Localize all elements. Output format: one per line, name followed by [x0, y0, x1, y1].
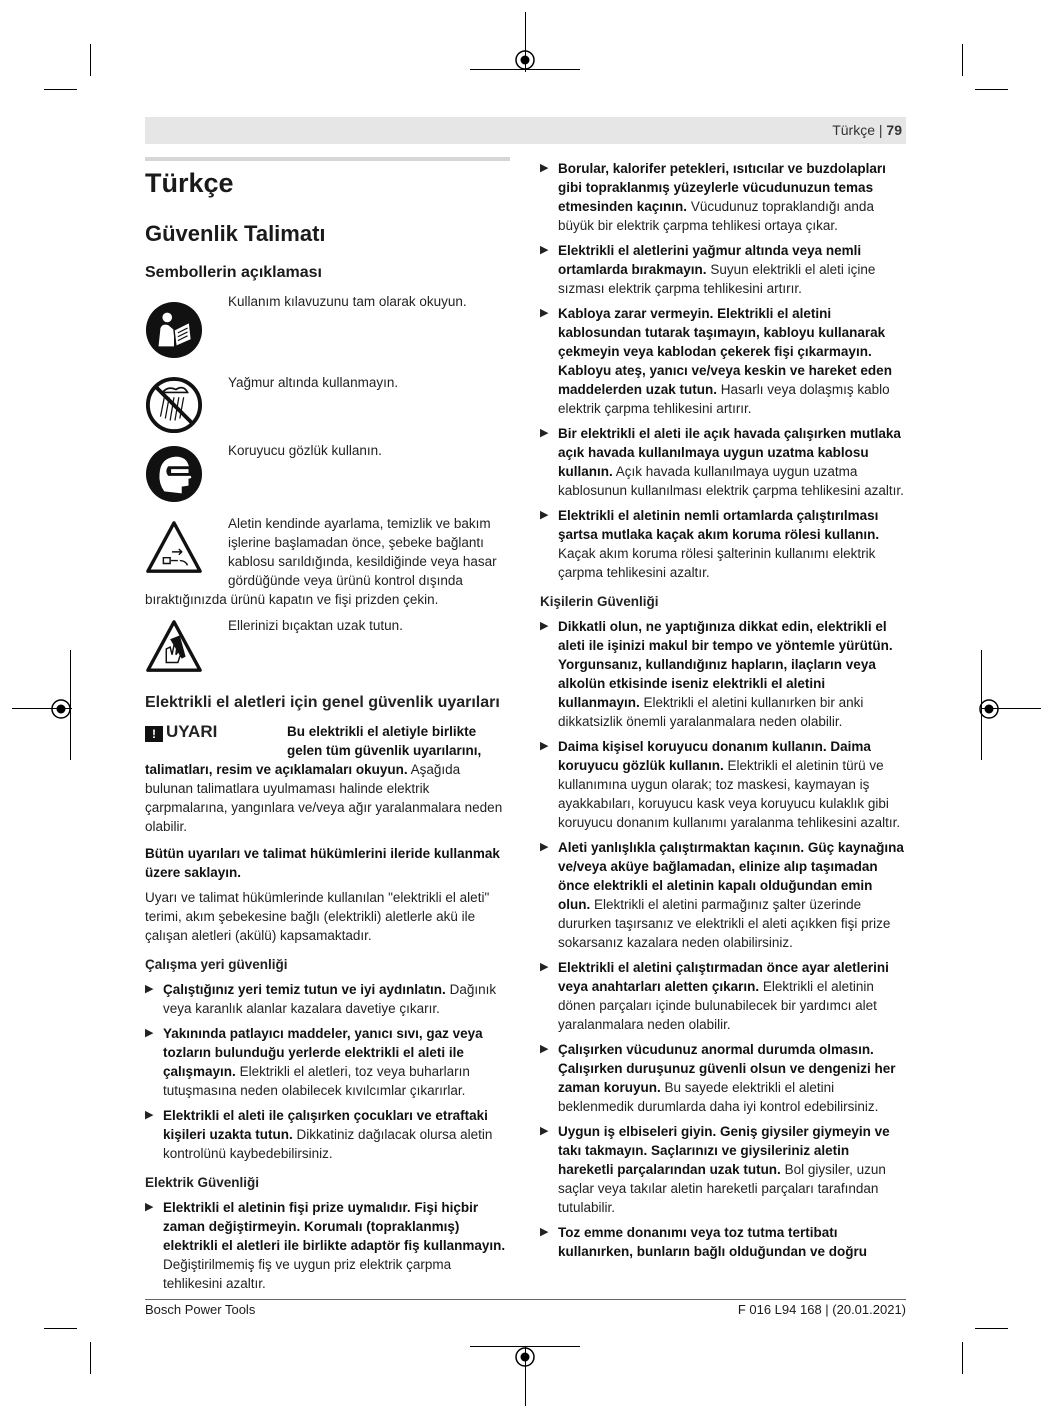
- warning-text: Aşağıda bulunan talimatlara uyulmaması halinde elektrik çarpmalarına, yangınlara ve/veya ağır yaralanmalara neden olabilir.: [145, 762, 503, 834]
- item-bold: Elektrikli el aletinin nemli ortamlarda çalıştırılması şartsa mutlaka kaçak akım koruma rölesi kullanın.: [558, 508, 880, 542]
- left-column: [145, 693, 507, 1299]
- electrical-item: [145, 1198, 507, 1293]
- workplace-item: [145, 1106, 507, 1163]
- item-text: Hasarlı veya dolaşmış kablo elektrik çarpma tehlikesini artırır.: [558, 382, 890, 416]
- electrical-item: [540, 304, 906, 418]
- item-text: Elektrikli el aletini parmağınız şalter üzerinde dururken taşırsanız ve elektrikli el aleti açıkken fişi prize sokarsanız kazalara neden olabilirsiniz.: [558, 897, 891, 950]
- symbol-description: Ellerinizi bıçaktan uzak tutun.: [228, 618, 403, 633]
- item-bold: Daima kişisel koruyucu donanım kullanın. Daima koruyucu gözlük kullanın.: [558, 739, 871, 773]
- header-bar: [145, 117, 906, 144]
- warning-triangle-icon: !: [145, 726, 163, 742]
- warning-label: [145, 722, 217, 742]
- personal-item: [540, 1122, 906, 1217]
- footer-doc-id: F 016 L94 168 | (20.01.2021): [737, 1302, 906, 1317]
- read-manual-icon: [145, 301, 203, 359]
- item-text: Değiştirilmemiş fiş ve uygun priz elektrik çarpma tehlikesini azaltır.: [163, 1257, 452, 1291]
- crop-mark: [975, 1328, 1008, 1329]
- item-bold: Uygun iş elbiseleri giyin. Geniş giysiler giymeyin ve takı takmayın. Saçlarınızı ve giysileriniz aletin hareketli parçalarından uzak tutun.: [558, 1124, 890, 1177]
- item-text: Bol giysiler, uzun saçlar veya takılar aletin hareketli parçaları tarafından tutulabilir.: [558, 1162, 886, 1215]
- no-rain-icon: [145, 376, 203, 434]
- personal-item: [540, 737, 906, 832]
- keep-instructions: Bütün uyarıları ve talimat hükümlerini ileride kullanmak üzere saklayın.: [145, 846, 500, 880]
- title-rule: [145, 157, 510, 161]
- symbol-description: Koruyucu gözlük kullanın.: [228, 443, 382, 458]
- header-language: Türkçe: [832, 122, 875, 138]
- blade-hand-warning-icon: [145, 618, 203, 676]
- item-bold: Borular, kalorifer petekleri, ısıtıcılar ve buzdolapları gibi topraklanmış yüzeylerle vücudunuzun temas etmesinden kaçının.: [558, 161, 886, 214]
- electrical-item: [540, 506, 906, 582]
- personal-item: [540, 838, 906, 952]
- personal-item: [540, 1040, 906, 1116]
- warning-label-text: UYARI: [166, 722, 218, 741]
- item-bold: Çalıştığınız yeri temiz tutun ve iyi aydınlatın.: [163, 982, 446, 997]
- item-bold: Elektrikli el aletinin fişi prize uymalıdır. Fişi hiçbir zaman değiştirmeyin. Korumalı (topraklanmış) elektrikli el aletleri ile birlikte adaptör fiş kullanmayın.: [163, 1200, 506, 1253]
- crop-mark: [90, 1342, 91, 1374]
- item-text: Açık havada kullanılmaya uygun uzatma kablosunun kullanılması elektrik çarpma tehlikesini azaltır.: [558, 464, 904, 498]
- item-bold: Bir elektrikli el aleti ile açık havada çalışırken mutlaka açık havada kullanılmaya uygun uzatma kablosu kullanın.: [558, 426, 901, 479]
- running-header: Türkçe | 79: [832, 122, 902, 138]
- symbol-description: Kullanım kılavuzunu tam olarak okuyun.: [228, 294, 467, 309]
- page-number: 79: [886, 122, 902, 138]
- personal-item: [540, 617, 906, 731]
- registration-mark-icon: [513, 1345, 537, 1369]
- item-text: Bu sayede elektrikli el aletini beklenmedik durumlarda daha iyi kontrol edebilirsiniz.: [558, 1080, 879, 1114]
- electrical-heading: Elektrik Güvenliği: [145, 1175, 260, 1190]
- crop-mark: [44, 1328, 77, 1329]
- item-bold: Toz emme donanımı veya toz tutma tertibatı kullanırken, bunların bağlı olduğundan ve doğru: [558, 1225, 868, 1259]
- crop-mark: [90, 44, 91, 76]
- crop-mark: [962, 1342, 963, 1374]
- safety-goggles-icon: [145, 445, 203, 503]
- item-bold: Elektrikli el aleti ile çalışırken çocukları ve etraftaki kişileri uzakta tutun.: [163, 1108, 488, 1142]
- item-text: Kaçak akım koruma rölesi şalterinin kullanımı elektrik çarpma tehlikesini azaltır.: [558, 546, 876, 580]
- item-text: Vücudunuz topraklandığı anda büyük bir elektrik çarpma tehlikesi ortaya çıkar.: [558, 199, 874, 233]
- symbol-description: [145, 514, 507, 609]
- registration-mark-icon: [977, 697, 1001, 721]
- personal-item: [540, 1223, 906, 1261]
- item-text: Elektrikli el aletleri, toz veya buharların tutuşmasına neden olabilecek kıvılcımlar çıkarırlar.: [163, 1064, 470, 1098]
- registration-mark-icon: [513, 48, 537, 72]
- symbols-heading: Sembollerin açıklaması: [145, 264, 322, 281]
- page-title: Türkçe: [145, 168, 234, 198]
- item-bold: Yakınında patlayıcı maddeler, yanıcı sıvı, gaz veya tozların bulunduğu yerlerde elektrikli el aleti ile çalışmayın.: [163, 1026, 483, 1079]
- item-text: Elektrikli el aletini kullanırken bir anki dikkatsizlik önemli yaralanmalara neden olabilir.: [558, 695, 864, 729]
- crop-mark: [44, 89, 77, 90]
- item-text: Elektrikli el aletinin dönen parçaları içinde bulunabilecek bir yardımcı alet yaralanmalara neden olabilir.: [558, 979, 877, 1032]
- personal-heading: Kişilerin Güvenliği: [540, 594, 659, 609]
- item-bold: Elektrikli el aletini çalıştırmadan önce ayar aletlerini veya anahtarları aletten çıkarın.: [558, 960, 889, 994]
- item-text: Suyun elektrikli el aleti içine sızması elektrik çarpma tehlikesini artırır.: [558, 262, 876, 296]
- section-title: Güvenlik Talimatı: [145, 221, 326, 246]
- workplace-item: [145, 980, 507, 1018]
- footer-rule: [145, 1299, 906, 1300]
- symbol-description-text: Aletin kendinde ayarlama, temizlik ve bakım işlerine başlamadan önce, şebeke bağlantı kablosu sarıldığında, kesildiğinde veya hasar gördüğünde veya ürünü kontrol dışında bıraktığınızda ürünü kapatın ve fişi prizden çekin.: [145, 516, 497, 607]
- registration-mark-icon: [49, 697, 73, 721]
- item-text: Dikkatiniz dağılacak olursa aletin kontrolünü kaybedebilirsiniz.: [163, 1127, 493, 1161]
- item-text: Elektrikli el aletinin türü ve kullanımına uygun olarak; toz maskesi, kaymayan iş ayakkabıları, koruyucu kask veya koruyucu kulaklık gibi koruyucu donanım kullanımı yaralanma tehlikesini azaltır.: [558, 758, 901, 830]
- item-bold: Çalışırken vücudunuz anormal durumda olmasın. Çalışırken duruşunuz güvenli olsun ve dengenizi her zaman koruyun.: [558, 1042, 896, 1095]
- wrap-spacer: [145, 514, 228, 590]
- general-warnings-heading: Elektrikli el aletleri için genel güvenlik uyarıları: [145, 694, 500, 711]
- footer-brand: Bosch Power Tools: [145, 1302, 256, 1317]
- crop-mark: [962, 44, 963, 76]
- term-definition: Uyarı ve talimat hükümlerinde kullanılan "elektrikli el aleti" terimi, akım şebekesine bağlı (elektrikli) aletlerle akü ile çalışan aletleri (akülü) kapsamaktadır.: [145, 890, 490, 943]
- item-bold: Elektrikli el aletlerini yağmur altında veya nemli ortamlarda bırakmayın.: [558, 243, 862, 277]
- personal-item: [540, 958, 906, 1034]
- workplace-heading: Çalışma yeri güvenliği: [145, 957, 288, 972]
- workplace-item: [145, 1024, 507, 1100]
- warning-bold: Bu elektrikli el aletiyle birlikte gelen tüm güvenlik uyarılarını, talimatları, resim ve açıklamaları okuyun.: [145, 724, 482, 777]
- warning-block: [145, 722, 507, 760]
- right-column: [540, 159, 906, 1267]
- electrical-item: [540, 241, 906, 298]
- symbol-description: Yağmur altında kullanmayın.: [228, 375, 399, 390]
- item-bold: Dikkatli olun, ne yaptığınıza dikkat edin, elektrikli el aleti ile işinizi makul bir tempo ve yöntemle yürütün. Yorgunsanız, kullandığınız hapların, ilaçların veya alkolün etkisinde iseniz elektrikli el aletini kullanmayın.: [558, 619, 893, 710]
- electrical-item: [540, 159, 906, 235]
- item-bold: Kabloya zarar vermeyin. Elektrikli el aletini kablosundan tutarak taşımayın, kabloyu kullanarak çekmeyin veya kablodan çekerek fişi çıkarmayın. Kabloyu ateş, yanıcı ve/veya keskin ve hareket eden maddelerden uzak tutun.: [558, 306, 892, 397]
- item-bold: Aleti yanlışlıkla çalıştırmaktan kaçının. Güç kaynağına ve/veya aküye bağlamadan, elinize alıp taşımadan önce elektrikli el aletinin kapalı olduğundan emin olun.: [558, 840, 904, 912]
- electrical-item: [540, 424, 906, 500]
- item-text: Dağınık veya karanlık alanlar kazalara davetiye çıkarır.: [163, 982, 497, 1016]
- crop-mark: [975, 89, 1008, 90]
